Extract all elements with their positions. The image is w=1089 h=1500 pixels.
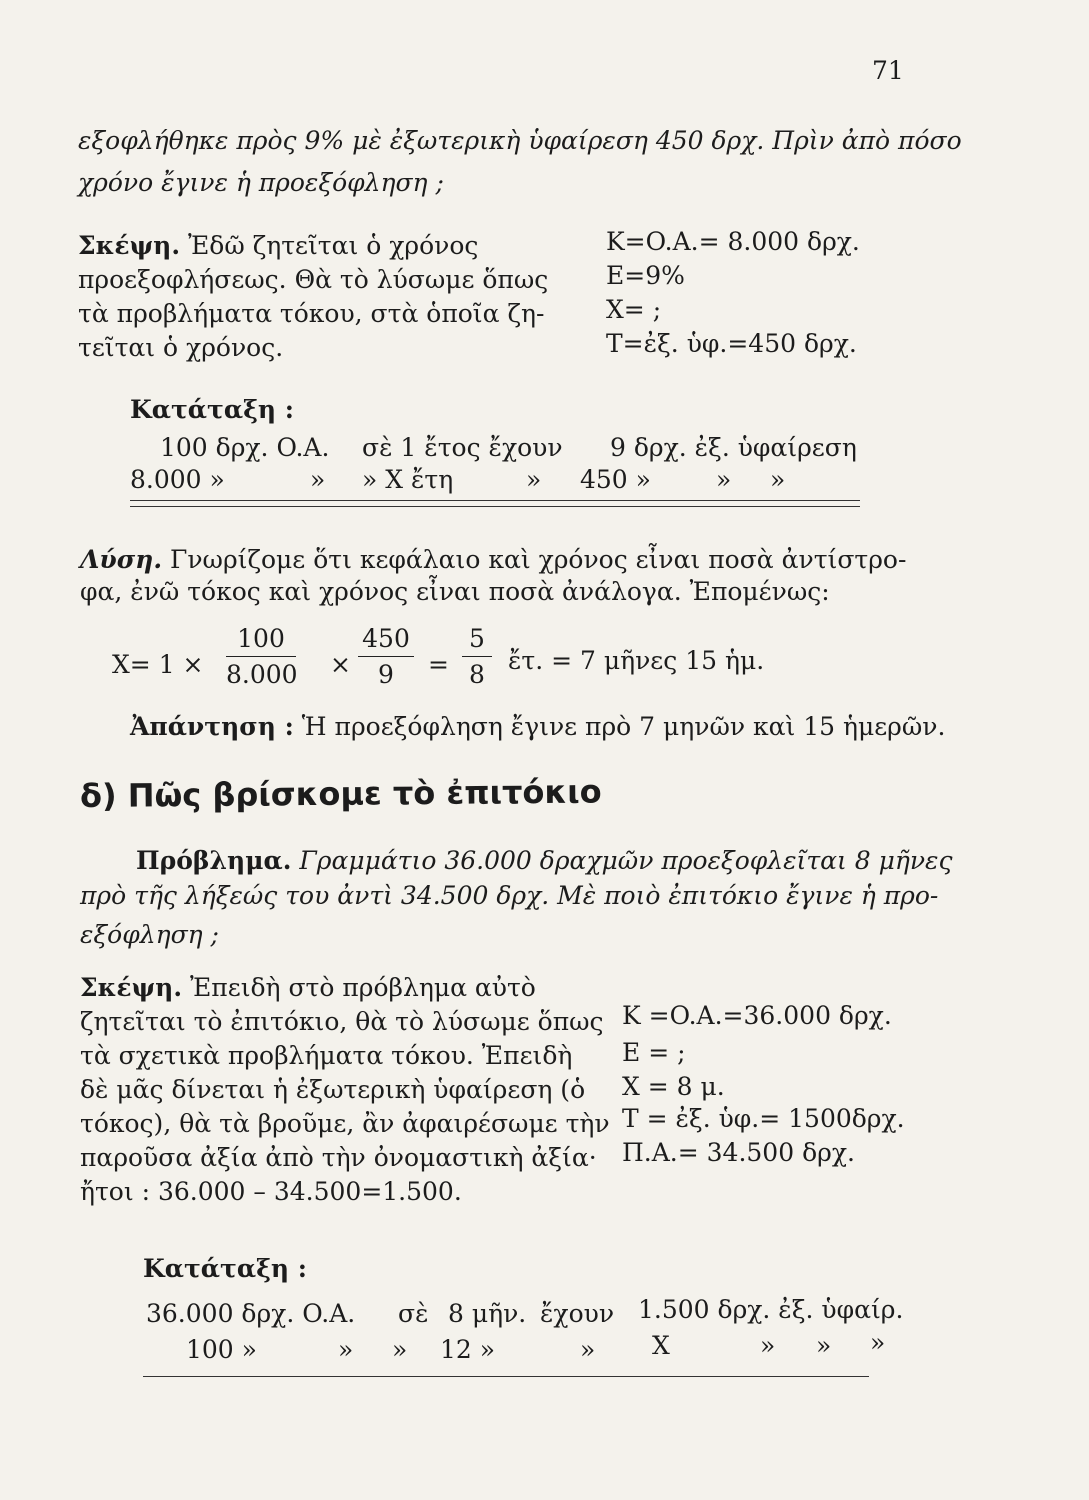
problem1-given-t: T=ἐξ. ὑφ.=450 δρχ. — [606, 329, 857, 358]
problem2-katataxi-label: Κατάταξη : — [143, 1254, 308, 1283]
formula-fraction-1 — [226, 624, 296, 689]
problem2-given-x: X = 8 μ. — [622, 1072, 725, 1101]
problem1-katataxi-label: Κατάταξη : — [130, 395, 295, 424]
apantisi-text: Ἡ προεξόφληση ἔγινε πρὸ 7 μηνῶν καὶ 15 ἡμερῶν. — [301, 712, 946, 741]
problem2-skepsi-line1 — [80, 975, 536, 1000]
page-number: 71 — [872, 56, 904, 85]
separator-line — [143, 1376, 869, 1377]
formula-fraction-3 — [462, 624, 492, 689]
fraction-numerator: 450 — [358, 624, 414, 657]
problem2-skepsi-line4: δὲ μᾶς δίνεται ἡ ἐξωτερικὴ ὑφαίρεση (ὁ — [80, 1075, 586, 1104]
fraction-denominator: 9 — [378, 660, 394, 689]
p2-row2-col5: » — [580, 1335, 596, 1364]
fraction-numerator: 5 — [462, 624, 492, 657]
p1-row2-col7: » — [770, 465, 786, 494]
p1-row1-col2: σὲ 1 ἔτος ἔχουν — [362, 433, 563, 462]
p1-row2-col2: » — [310, 465, 326, 494]
p2-row1-col2: σὲ — [398, 1299, 429, 1328]
skepsi-text: Ἐπειδὴ στὸ πρόβλημα αὐτὸ — [189, 973, 536, 1002]
formula-equals: = — [428, 650, 449, 679]
p2-row2-col3: » — [392, 1335, 408, 1364]
apantisi-label: Ἀπάντηση : — [130, 712, 294, 741]
p2-row1-col1: 36.000 δρχ. O.A. — [146, 1299, 356, 1328]
skepsi-text: Ἐδῶ ζητεῖται ὁ χρόνος — [187, 231, 479, 260]
p1-row1-col3: 9 δρχ. ἐξ. ὑφαίρεση — [610, 433, 857, 462]
problem1-intro-line2: χρόνο ἔγινε ἡ προεξόφληση ; — [78, 168, 444, 197]
p1-row1-col1: 100 δρχ. O.A. — [160, 433, 330, 462]
problem1-intro-line1: εξοφλήθηκε πρὸς 9% μὲ ἐξωτερικὴ ὑφαίρεση 450 δρχ. Πρὶν ἀπὸ πόσο — [78, 126, 962, 155]
problem2-skepsi-line5: τόκος), θὰ τὰ βροῦμε, ἂν ἀφαιρέσωμε τὴν — [80, 1109, 610, 1138]
problem1-given-k: K=O.A.= 8.000 δρχ. — [606, 227, 860, 256]
problem1-lysi-line2: φα, ἐνῶ τόκος καὶ χρόνος εἶναι ποσὰ ἀνάλογα. Ἐπομένως: — [80, 577, 830, 606]
p1-row2-col6: » — [716, 465, 732, 494]
problem-text: Γραμμάτιο 36.000 δραχμῶν προεξοφλεῖται 8 μῆνες — [299, 846, 953, 875]
p2-row2-col6: X — [652, 1331, 670, 1360]
p2-row1-col5: 1.500 δρχ. ἐξ. ὑφαίρ. — [638, 1295, 904, 1324]
p2-row2-col4: 12 » — [440, 1335, 496, 1364]
problem1-given-e: E=9% — [606, 261, 685, 290]
problem2-given-pa: Π.A.= 34.500 δρχ. — [622, 1138, 855, 1167]
problem2-line2: πρὸ τῆς λήξεώς του ἀντὶ 34.500 δρχ. Μὲ ποιὸ ἐπιτόκιο ἔγινε ἡ προ- — [80, 881, 939, 910]
p2-row2-col7: » — [760, 1331, 776, 1360]
p2-row2-col9: » — [870, 1328, 886, 1357]
problem1-skepsi-line1 — [78, 233, 478, 258]
separator-line — [130, 506, 860, 507]
p1-row2-col3: » X ἔτη — [362, 465, 454, 494]
problem2-line3: εξόφληση ; — [80, 920, 219, 949]
lysi-label: Λύση. — [80, 545, 163, 574]
p2-row2-col2: » — [338, 1335, 354, 1364]
problem1-skepsi-line2: προεξοφλήσεως. Θὰ τὸ λύσωμε ὅπως — [78, 265, 549, 294]
p2-row1-col4: ἔχουν — [540, 1299, 615, 1328]
problem2-given-e: E = ; — [622, 1038, 686, 1067]
problem2-line1 — [136, 848, 952, 873]
problem2-skepsi-line3: τὰ σχετικὰ προβλήματα τόκου. Ἐπειδὴ — [80, 1041, 573, 1070]
formula-times: × — [330, 650, 351, 679]
p2-row2-col8: » — [816, 1331, 832, 1360]
separator-line — [130, 500, 860, 501]
formula-rhs: ἔτ. = 7 μῆνες 15 ἡμ. — [508, 646, 765, 675]
problem2-skepsi-line2: ζητεῖται τὸ ἐπιτόκιο, θὰ τὸ λύσωμε ὅπως — [80, 1007, 604, 1036]
skepsi-label: Σκέψη. — [78, 231, 181, 260]
p2-row2-col1: 100 » — [186, 1335, 257, 1364]
problem1-skepsi-line3: τὰ προβλήματα τόκου, στὰ ὁποῖα ζη- — [78, 299, 545, 328]
fraction-numerator: 100 — [226, 624, 296, 657]
section-heading: δ) Πῶς βρίσκομε τὸ ἐπιτόκιο — [79, 772, 602, 815]
p1-row2-col4: » — [526, 465, 542, 494]
formula-fraction-2 — [358, 624, 414, 689]
problem2-skepsi-line7: ἤτοι : 36.000 – 34.500=1.500. — [80, 1177, 462, 1206]
skepsi-label: Σκέψη. — [80, 973, 183, 1002]
problem2-given-k: K =O.A.=36.000 δρχ. — [622, 1001, 892, 1030]
lysi-text: Γνωρίζομε ὅτι κεφάλαιο καὶ χρόνος εἶναι ποσὰ ἀντίστρο- — [170, 545, 907, 574]
p1-row2-col5: 450 » — [580, 465, 651, 494]
problem-label: Πρόβλημα. — [136, 846, 292, 875]
problem2-skepsi-line6: παροῦσα ἀξία ἀπὸ τὴν ὀνομαστικὴ ἀξία· — [80, 1143, 597, 1172]
problem1-apantisi — [130, 714, 945, 739]
problem1-lysi-line1 — [80, 547, 906, 572]
problem1-given-x: X= ; — [606, 295, 662, 324]
formula-lhs: X= 1 × — [112, 650, 204, 679]
problem2-given-t: T = ἐξ. ὑφ.= 1500δρχ. — [622, 1104, 905, 1133]
problem1-skepsi-line4: τεῖται ὁ χρόνος. — [78, 333, 284, 362]
fraction-denominator: 8.000 — [226, 660, 298, 689]
fraction-denominator: 8 — [469, 660, 485, 689]
p1-row2-col1: 8.000 » — [130, 465, 225, 494]
p2-row1-col3: 8 μῆν. — [448, 1299, 527, 1328]
